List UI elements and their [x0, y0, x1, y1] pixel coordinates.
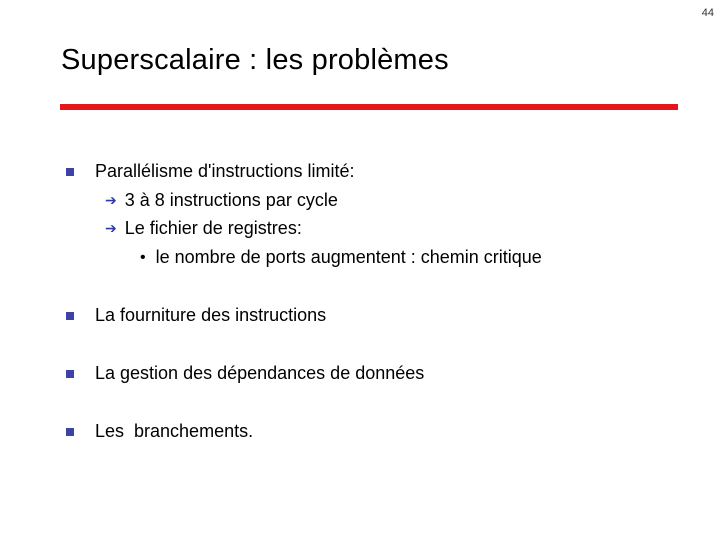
- page-number: 44: [701, 7, 714, 19]
- square-bullet-icon: [66, 428, 74, 436]
- dot-bullet-icon: •: [140, 248, 146, 266]
- slide-title: Superscalaire : les problèmes: [61, 44, 449, 76]
- bullet-text: Les branchements.: [95, 421, 254, 441]
- bullet-text: La fourniture des instructions: [95, 305, 327, 325]
- bullet-text: La gestion des dépendances de données: [95, 363, 425, 383]
- arrow-right-icon: ➔: [105, 192, 117, 208]
- sub-bullet-item: [105, 218, 302, 239]
- arrow-right-icon: ➔: [105, 220, 117, 236]
- square-bullet-icon: [66, 168, 74, 176]
- sub-bullet-text: 3 à 8 instructions par cycle: [124, 190, 338, 210]
- square-bullet-icon: [66, 312, 74, 320]
- bullet-item: [66, 161, 355, 182]
- square-bullet-icon: [66, 370, 74, 378]
- title-underline-rule: [60, 104, 678, 110]
- sub-bullet-text: Le fichier de registres:: [124, 218, 302, 238]
- bullet-item: [66, 421, 253, 442]
- sub-bullet-item: [105, 190, 338, 211]
- bullet-item: [66, 363, 424, 384]
- bullet-text: Parallélisme d'instructions limité:: [95, 161, 355, 181]
- bullet-item: [66, 305, 326, 326]
- sub-sub-bullet-item: [140, 247, 542, 268]
- sub-sub-bullet-text: le nombre de ports augmentent : chemin critique: [155, 247, 542, 267]
